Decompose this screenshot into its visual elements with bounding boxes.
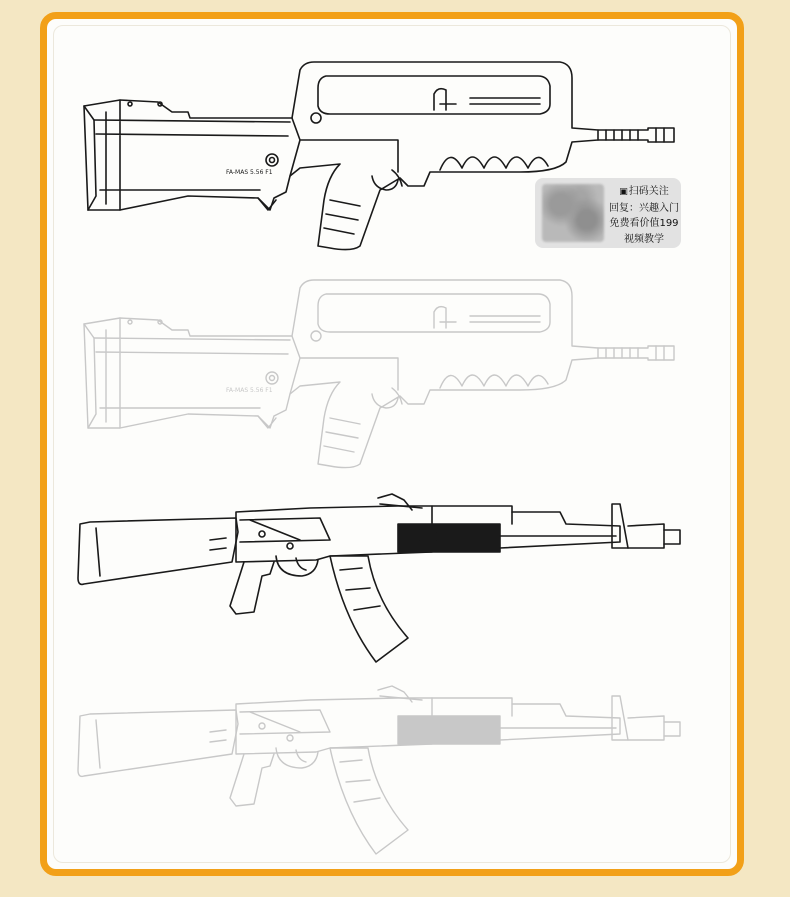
qr-line4: 视频教学 [624, 233, 664, 245]
qr-promo-text [609, 184, 679, 247]
qr-code-image[interactable] [542, 184, 604, 242]
qr-scan-icon: ▣ [619, 187, 628, 197]
qr-line-scan [609, 184, 679, 201]
qr-line3: 免费看价值199 [609, 218, 679, 229]
qr-line2: 回复：兴趣入门 [609, 202, 679, 214]
qr-promo-card[interactable] [535, 178, 681, 248]
qr-line1: 扫码关注 [628, 186, 669, 197]
